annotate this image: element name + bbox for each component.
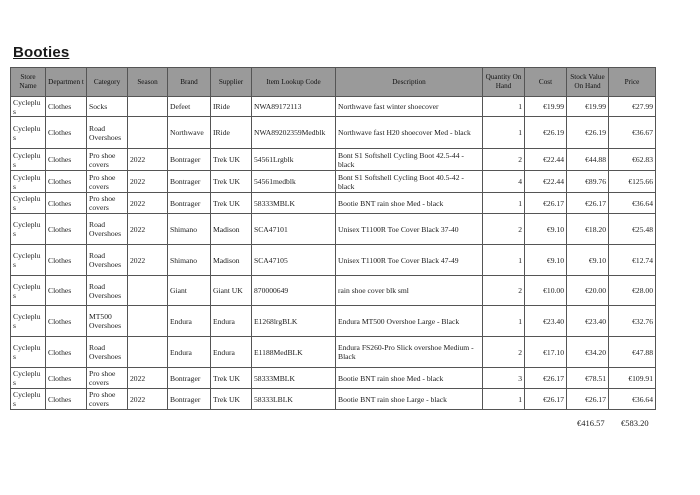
- item-code-cell: 58333LBLK: [252, 389, 336, 410]
- category-cell: Pro shoe covers: [87, 149, 128, 171]
- season-cell: 2022: [128, 245, 168, 276]
- price-cell: €32.76: [609, 306, 656, 337]
- cost-cell: €17.10: [525, 337, 567, 368]
- season-cell: [128, 337, 168, 368]
- price-cell: €25.48: [609, 214, 656, 245]
- cost-cell: €26.17: [525, 193, 567, 214]
- brand-cell: Shimano: [168, 214, 211, 245]
- quantity-cell: 2: [483, 214, 525, 245]
- season-cell: 2022: [128, 149, 168, 171]
- description-cell: Unisex T1100R Toe Cover Black 47-49: [336, 245, 483, 276]
- description-cell: Bootie BNT rain shoe Med - black: [336, 193, 483, 214]
- store-name-cell: Cycleplu s: [11, 97, 46, 117]
- inventory-table: [10, 67, 656, 410]
- table-row: [11, 171, 656, 193]
- season-cell: 2022: [128, 368, 168, 389]
- table-row: [11, 117, 656, 149]
- cost-cell: €19.99: [525, 97, 567, 117]
- item-code-cell: E1188MedBLK: [252, 337, 336, 368]
- header-row: [11, 68, 656, 97]
- description-cell: Bootie BNT rain shoe Med - black: [336, 368, 483, 389]
- stock-value-cell: €89.76: [567, 171, 609, 193]
- stock-value-cell: €9.10: [567, 245, 609, 276]
- brand-cell: Giant: [168, 276, 211, 306]
- category-cell: Pro shoe covers: [87, 193, 128, 214]
- table-row: [11, 276, 656, 306]
- store-name-cell: Cycleplu s: [11, 337, 46, 368]
- department-cell: Clothes: [46, 245, 87, 276]
- supplier-cell: Trek UK: [211, 368, 252, 389]
- column-header: Season: [128, 68, 168, 97]
- table-row: [11, 306, 656, 337]
- stock-value-cell: €78.51: [567, 368, 609, 389]
- item-code-cell: 58333MBLK: [252, 368, 336, 389]
- store-name-cell: Cycleplu s: [11, 193, 46, 214]
- quantity-cell: 2: [483, 276, 525, 306]
- brand-cell: Defeet: [168, 97, 211, 117]
- table-row: [11, 214, 656, 245]
- department-cell: Clothes: [46, 193, 87, 214]
- brand-cell: Bontrager: [168, 149, 211, 171]
- description-cell: Northwave fast H20 shoecover Med - black: [336, 117, 483, 149]
- price-cell: €36.64: [609, 389, 656, 410]
- supplier-cell: Madison: [211, 214, 252, 245]
- quantity-cell: 2: [483, 149, 525, 171]
- season-cell: 2022: [128, 171, 168, 193]
- cost-cell: €26.17: [525, 368, 567, 389]
- stock-value-cell: €23.40: [567, 306, 609, 337]
- table-row: [11, 389, 656, 410]
- stock-value-cell: €44.88: [567, 149, 609, 171]
- quantity-cell: 4: [483, 171, 525, 193]
- column-header: Price: [609, 68, 656, 97]
- department-cell: Clothes: [46, 149, 87, 171]
- column-header: Quantity On Hand: [483, 68, 525, 97]
- cost-cell: €10.00: [525, 276, 567, 306]
- total-stock-value: €416.57: [577, 418, 605, 428]
- store-name-cell: Cycleplu s: [11, 245, 46, 276]
- store-name-cell: Cycleplu s: [11, 117, 46, 149]
- supplier-cell: IRide: [211, 97, 252, 117]
- table-row: [11, 368, 656, 389]
- item-code-cell: E1268lrgBLK: [252, 306, 336, 337]
- brand-cell: Bontrager: [168, 193, 211, 214]
- quantity-cell: 1: [483, 117, 525, 149]
- supplier-cell: Trek UK: [211, 149, 252, 171]
- brand-cell: Northwave: [168, 117, 211, 149]
- supplier-cell: Trek UK: [211, 171, 252, 193]
- total-price: €583.20: [621, 418, 649, 428]
- season-cell: 2022: [128, 389, 168, 410]
- cost-cell: €9.10: [525, 245, 567, 276]
- description-cell: Bootie BNT rain shoe Large - black: [336, 389, 483, 410]
- brand-cell: Endura: [168, 337, 211, 368]
- quantity-cell: 1: [483, 306, 525, 337]
- category-cell: Road Overshoes: [87, 245, 128, 276]
- supplier-cell: Endura: [211, 306, 252, 337]
- department-cell: Clothes: [46, 337, 87, 368]
- category-cell: Pro shoe covers: [87, 171, 128, 193]
- supplier-cell: IRide: [211, 117, 252, 149]
- cost-cell: €26.17: [525, 389, 567, 410]
- quantity-cell: 1: [483, 193, 525, 214]
- column-header: Category: [87, 68, 128, 97]
- description-cell: Bont S1 Softshell Cycling Boot 40.5-42 - black: [336, 171, 483, 193]
- brand-cell: Bontrager: [168, 389, 211, 410]
- item-code-cell: NWA89172113: [252, 97, 336, 117]
- column-header: Supplier: [211, 68, 252, 97]
- season-cell: 2022: [128, 193, 168, 214]
- column-header: Item Lookup Code: [252, 68, 336, 97]
- column-header: Brand: [168, 68, 211, 97]
- table-row: [11, 149, 656, 171]
- table-row: [11, 193, 656, 214]
- cost-cell: €23.40: [525, 306, 567, 337]
- stock-value-cell: €26.17: [567, 389, 609, 410]
- department-cell: Clothes: [46, 389, 87, 410]
- price-cell: €36.64: [609, 193, 656, 214]
- table-row: [11, 337, 656, 368]
- description-cell: Unisex T1100R Toe Cover Black 37-40: [336, 214, 483, 245]
- department-cell: Clothes: [46, 171, 87, 193]
- column-header: Departmen t: [46, 68, 87, 97]
- category-cell: Road Overshoes: [87, 214, 128, 245]
- table-body: [11, 97, 656, 410]
- price-cell: €109.91: [609, 368, 656, 389]
- season-cell: [128, 276, 168, 306]
- brand-cell: Bontrager: [168, 368, 211, 389]
- table-header: [11, 68, 656, 97]
- store-name-cell: Cycleplu s: [11, 306, 46, 337]
- cost-cell: €22.44: [525, 149, 567, 171]
- brand-cell: Endura: [168, 306, 211, 337]
- department-cell: Clothes: [46, 214, 87, 245]
- season-cell: 2022: [128, 214, 168, 245]
- price-cell: €47.88: [609, 337, 656, 368]
- column-header: Store Name: [11, 68, 46, 97]
- category-cell: MT500 Overshoes: [87, 306, 128, 337]
- category-cell: Pro shoe covers: [87, 389, 128, 410]
- description-cell: rain shoe cover blk sml: [336, 276, 483, 306]
- department-cell: Clothes: [46, 368, 87, 389]
- item-code-cell: 54561Lrgblk: [252, 149, 336, 171]
- store-name-cell: Cycleplu s: [11, 171, 46, 193]
- stock-value-cell: €26.17: [567, 193, 609, 214]
- price-cell: €62.83: [609, 149, 656, 171]
- item-code-cell: 870000649: [252, 276, 336, 306]
- store-name-cell: Cycleplu s: [11, 389, 46, 410]
- store-name-cell: Cycleplu s: [11, 214, 46, 245]
- department-cell: Clothes: [46, 276, 87, 306]
- brand-cell: Bontrager: [168, 171, 211, 193]
- cost-cell: €26.19: [525, 117, 567, 149]
- supplier-cell: Endura: [211, 337, 252, 368]
- description-cell: Bont S1 Softshell Cycling Boot 42.5-44 - black: [336, 149, 483, 171]
- category-cell: Pro shoe covers: [87, 368, 128, 389]
- season-cell: [128, 97, 168, 117]
- description-cell: Northwave fast winter shoecover: [336, 97, 483, 117]
- store-name-cell: Cycleplu s: [11, 149, 46, 171]
- stock-value-cell: €20.00: [567, 276, 609, 306]
- item-code-cell: 58333MBLK: [252, 193, 336, 214]
- quantity-cell: 1: [483, 97, 525, 117]
- stock-value-cell: €19.99: [567, 97, 609, 117]
- season-cell: [128, 306, 168, 337]
- item-code-cell: NWA89202359Medblk: [252, 117, 336, 149]
- item-code-cell: SCA47101: [252, 214, 336, 245]
- table-row: [11, 245, 656, 276]
- supplier-cell: Trek UK: [211, 193, 252, 214]
- price-cell: €27.99: [609, 97, 656, 117]
- store-name-cell: Cycleplu s: [11, 368, 46, 389]
- table-row: [11, 97, 656, 117]
- brand-cell: Shimano: [168, 245, 211, 276]
- item-code-cell: SCA47105: [252, 245, 336, 276]
- price-cell: €125.66: [609, 171, 656, 193]
- stock-value-cell: €18.20: [567, 214, 609, 245]
- description-cell: Endura MT500 Overshoe Large - Black: [336, 306, 483, 337]
- quantity-cell: 1: [483, 245, 525, 276]
- column-header: Cost: [525, 68, 567, 97]
- quantity-cell: 1: [483, 389, 525, 410]
- cost-cell: €22.44: [525, 171, 567, 193]
- column-header: Stock Value On Hand: [567, 68, 609, 97]
- price-cell: €36.67: [609, 117, 656, 149]
- supplier-cell: Trek UK: [211, 389, 252, 410]
- cost-cell: €9.10: [525, 214, 567, 245]
- quantity-cell: 3: [483, 368, 525, 389]
- category-cell: Road Overshoes: [87, 276, 128, 306]
- price-cell: €12.74: [609, 245, 656, 276]
- item-code-cell: 54561medblk: [252, 171, 336, 193]
- category-cell: Road Overshoes: [87, 337, 128, 368]
- supplier-cell: Giant UK: [211, 276, 252, 306]
- description-cell: Endura FS260-Pro Slick overshoe Medium - Black: [336, 337, 483, 368]
- category-cell: Road Overshoes: [87, 117, 128, 149]
- store-name-cell: Cycleplu s: [11, 276, 46, 306]
- department-cell: Clothes: [46, 97, 87, 117]
- sheet-title: Booties: [13, 44, 70, 61]
- column-header: Description: [336, 68, 483, 97]
- price-cell: €28.00: [609, 276, 656, 306]
- season-cell: [128, 117, 168, 149]
- supplier-cell: Madison: [211, 245, 252, 276]
- stock-value-cell: €26.19: [567, 117, 609, 149]
- category-cell: Socks: [87, 97, 128, 117]
- quantity-cell: 2: [483, 337, 525, 368]
- stock-value-cell: €34.20: [567, 337, 609, 368]
- department-cell: Clothes: [46, 306, 87, 337]
- department-cell: Clothes: [46, 117, 87, 149]
